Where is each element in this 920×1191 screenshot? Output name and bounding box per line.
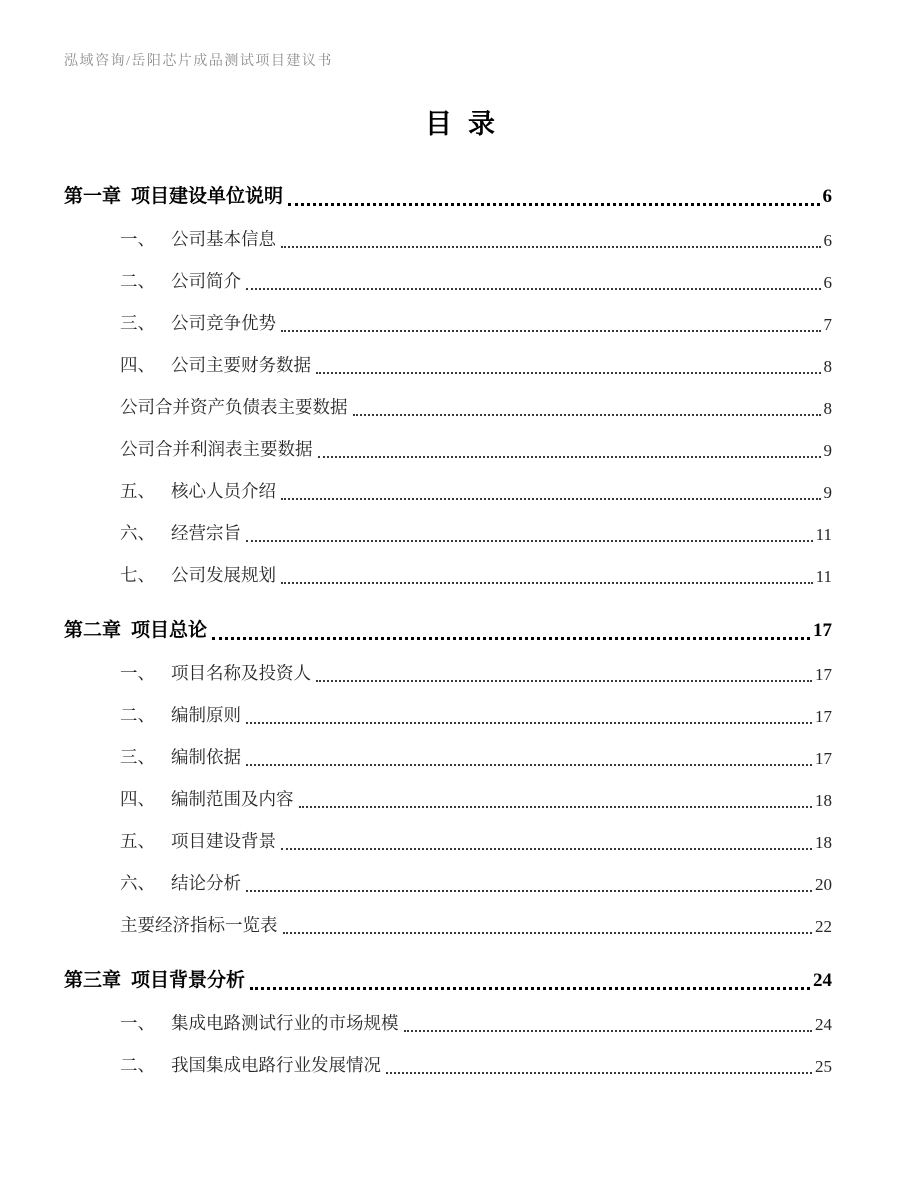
toc-item-row[interactable] xyxy=(120,776,832,818)
dot-leader xyxy=(404,1030,813,1032)
toc-item-row[interactable] xyxy=(120,860,832,902)
toc-page-number: 9 xyxy=(823,441,832,460)
toc-page-number: 22 xyxy=(815,917,832,936)
dot-leader xyxy=(318,456,821,458)
toc-item-row[interactable] xyxy=(120,692,832,734)
toc-chapter-number: 第一章 xyxy=(64,186,122,207)
toc-chapter-row[interactable] xyxy=(64,594,832,650)
toc-item-row[interactable] xyxy=(120,818,832,860)
toc-item-number: 三、 xyxy=(120,747,155,767)
toc-list xyxy=(64,160,832,1084)
toc-item-row[interactable] xyxy=(120,902,832,944)
toc-item-row[interactable] xyxy=(120,384,832,426)
dot-leader xyxy=(250,987,810,990)
toc-item-label: 集成电路测试行业的市场规模 xyxy=(171,1013,399,1033)
toc-item-row[interactable] xyxy=(120,468,832,510)
toc-page-number: 8 xyxy=(823,357,832,376)
toc-item-number: 四、 xyxy=(120,355,155,375)
dot-leader xyxy=(246,288,821,290)
toc-item-label: 公司竞争优势 xyxy=(171,313,276,333)
toc-page-number: 6 xyxy=(823,231,832,250)
dot-leader xyxy=(283,932,813,934)
toc-item-number: 七、 xyxy=(120,565,155,585)
toc-chapter-row[interactable] xyxy=(64,160,832,216)
toc-item-row[interactable] xyxy=(120,300,832,342)
toc-item-number: 六、 xyxy=(120,873,155,893)
toc-item-label: 公司合并资产负债表主要数据 xyxy=(120,397,348,417)
toc-page-number: 20 xyxy=(815,875,832,894)
toc-item-label: 编制原则 xyxy=(171,705,241,725)
toc-item-label: 结论分析 xyxy=(171,873,241,893)
dot-leader xyxy=(288,203,819,206)
dot-leader xyxy=(281,582,813,584)
toc-page-number: 8 xyxy=(823,399,832,418)
toc-item-number: 三、 xyxy=(120,313,155,333)
toc-item-row[interactable] xyxy=(120,258,832,300)
dot-leader xyxy=(316,680,812,682)
toc-item-label: 项目名称及投资人 xyxy=(171,663,311,683)
toc-page-number: 7 xyxy=(823,315,832,334)
dot-leader xyxy=(281,848,812,850)
toc-item-number: 二、 xyxy=(120,271,155,291)
toc-page-number: 17 xyxy=(815,707,832,726)
toc-item-row[interactable] xyxy=(120,1042,832,1084)
toc-item-label: 我国集成电路行业发展情况 xyxy=(171,1055,381,1075)
dot-leader xyxy=(316,372,821,374)
toc-chapter-number: 第三章 xyxy=(64,970,122,991)
toc-item-number: 五、 xyxy=(120,481,155,501)
toc-chapter-row[interactable] xyxy=(64,944,832,1000)
dot-leader xyxy=(299,806,813,808)
dot-leader xyxy=(246,540,813,542)
document-header: 泓域咨询/岳阳芯片成品测试项目建议书 xyxy=(64,54,333,69)
toc-item-label: 公司简介 xyxy=(171,271,241,291)
toc-item-label: 编制范围及内容 xyxy=(171,789,294,809)
toc-page-number: 18 xyxy=(815,791,832,810)
dot-leader xyxy=(281,330,821,332)
dot-leader xyxy=(386,1072,812,1074)
toc-item-number: 一、 xyxy=(120,1013,155,1033)
toc-item-row[interactable] xyxy=(120,216,832,258)
toc-item-number: 一、 xyxy=(120,229,155,249)
toc-page-number: 17 xyxy=(815,749,832,768)
toc-chapter-label: 项目背景分析 xyxy=(131,970,246,991)
toc-item-label: 经营宗旨 xyxy=(171,523,241,543)
toc-page-number: 9 xyxy=(823,483,832,502)
toc-page-number: 17 xyxy=(813,620,832,641)
page-title: 目录 xyxy=(425,109,511,139)
toc-item-number: 六、 xyxy=(120,523,155,543)
toc-item-row[interactable] xyxy=(120,426,832,468)
toc-item-row[interactable] xyxy=(120,342,832,384)
toc-item-number: 一、 xyxy=(120,663,155,683)
toc-item-row[interactable] xyxy=(120,650,832,692)
toc-item-label: 主要经济指标一览表 xyxy=(120,915,278,935)
toc-item-label: 公司主要财务数据 xyxy=(171,355,311,375)
toc-item-label: 公司发展规划 xyxy=(171,565,276,585)
toc-chapter-label: 项目建设单位说明 xyxy=(131,186,284,207)
dot-leader xyxy=(212,637,810,640)
toc-item-number: 四、 xyxy=(120,789,155,809)
dot-leader xyxy=(246,890,812,892)
toc-item-label: 公司合并利润表主要数据 xyxy=(120,439,313,459)
toc-item-label: 编制依据 xyxy=(171,747,241,767)
dot-leader xyxy=(246,722,812,724)
dot-leader xyxy=(353,414,821,416)
toc-item-label: 项目建设背景 xyxy=(171,831,276,851)
toc-item-label: 公司基本信息 xyxy=(171,229,276,249)
toc-item-number: 五、 xyxy=(120,831,155,851)
toc-item-number: 二、 xyxy=(120,705,155,725)
dot-leader xyxy=(281,246,821,248)
dot-leader xyxy=(281,498,821,500)
dot-leader xyxy=(246,764,812,766)
toc-item-label: 核心人员介绍 xyxy=(171,481,276,501)
toc-page-number: 11 xyxy=(815,567,832,586)
toc-item-row[interactable] xyxy=(120,552,832,594)
toc-page-number: 11 xyxy=(815,525,832,544)
toc-page-number: 25 xyxy=(815,1057,832,1076)
toc-page-number: 24 xyxy=(813,970,832,991)
toc-item-number: 二、 xyxy=(120,1055,155,1075)
toc-chapter-label: 项目总论 xyxy=(131,620,208,641)
toc-item-row[interactable] xyxy=(120,510,832,552)
toc-chapter-number: 第二章 xyxy=(64,620,122,641)
toc-page-number: 17 xyxy=(815,665,832,684)
toc-page-number: 18 xyxy=(815,833,832,852)
toc-item-row[interactable] xyxy=(120,734,832,776)
toc-page-number: 6 xyxy=(823,273,832,292)
toc-page-number: 6 xyxy=(822,186,832,207)
toc-item-row[interactable] xyxy=(120,1000,832,1042)
toc-page-number: 24 xyxy=(815,1015,832,1034)
